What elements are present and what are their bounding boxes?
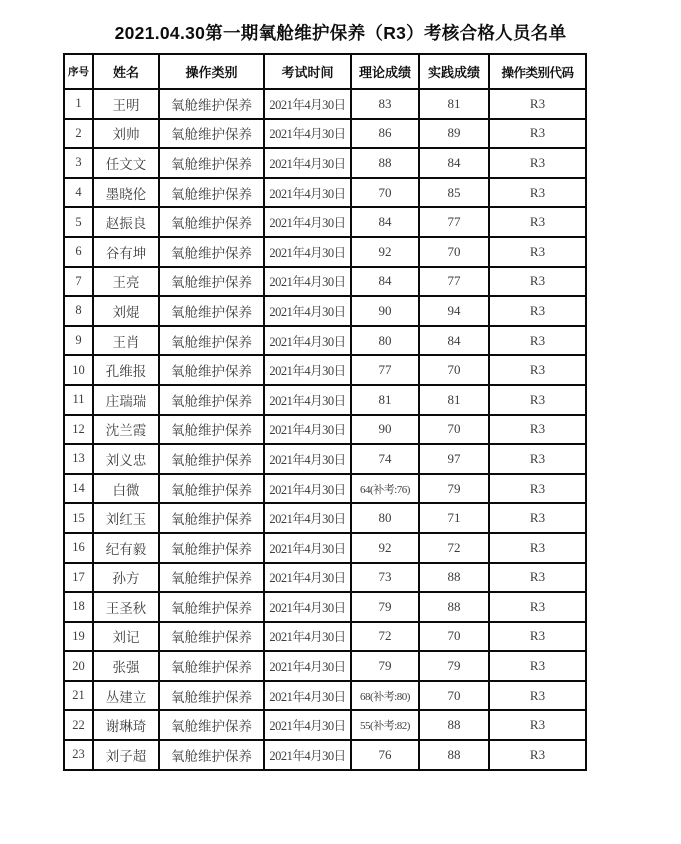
cell-theory-score: 84 — [351, 207, 419, 237]
cell-practice-score: 88 — [419, 740, 489, 770]
cell-category: 氧舱维护保养 — [159, 622, 264, 652]
cell-index: 5 — [64, 207, 93, 237]
cell-exam-date: 2021年4月30日 — [264, 267, 351, 297]
cell-exam-date: 2021年4月30日 — [264, 563, 351, 593]
cell-name: 张强 — [93, 651, 159, 681]
cell-category-code: R3 — [489, 563, 586, 593]
table-row — [64, 178, 586, 208]
cell-category: 氧舱维护保养 — [159, 651, 264, 681]
column-header-index: 序号 — [64, 54, 93, 89]
cell-category: 氧舱维护保养 — [159, 563, 264, 593]
header-row — [64, 54, 586, 89]
cell-index: 11 — [64, 385, 93, 415]
table-header — [64, 54, 586, 89]
cell-exam-date: 2021年4月30日 — [264, 148, 351, 178]
cell-theory-score: 68(补考:80) — [351, 681, 419, 711]
cell-category: 氧舱维护保养 — [159, 444, 264, 474]
cell-practice-score: 84 — [419, 148, 489, 178]
cell-category-code: R3 — [489, 444, 586, 474]
table-row — [64, 503, 586, 533]
cell-practice-score: 84 — [419, 326, 489, 356]
cell-exam-date: 2021年4月30日 — [264, 355, 351, 385]
table-row — [64, 740, 586, 770]
cell-theory-score: 88 — [351, 148, 419, 178]
cell-name: 王圣秋 — [93, 592, 159, 622]
cell-index: 19 — [64, 622, 93, 652]
cell-category-code: R3 — [489, 385, 586, 415]
cell-index: 15 — [64, 503, 93, 533]
cell-name: 孔维报 — [93, 355, 159, 385]
cell-index: 20 — [64, 651, 93, 681]
cell-exam-date: 2021年4月30日 — [264, 681, 351, 711]
cell-theory-score: 83 — [351, 89, 419, 119]
cell-category-code: R3 — [489, 355, 586, 385]
column-header-category-code: 操作类别代码 — [489, 54, 586, 89]
cell-theory-score: 64(补考:76) — [351, 474, 419, 504]
cell-practice-score: 71 — [419, 503, 489, 533]
table-row — [64, 681, 586, 711]
cell-practice-score: 70 — [419, 681, 489, 711]
cell-category: 氧舱维护保养 — [159, 296, 264, 326]
table-row — [64, 207, 586, 237]
cell-theory-score: 76 — [351, 740, 419, 770]
cell-category-code: R3 — [489, 119, 586, 149]
results-table — [63, 53, 587, 771]
table-row — [64, 148, 586, 178]
cell-exam-date: 2021年4月30日 — [264, 503, 351, 533]
table-row — [64, 415, 586, 445]
cell-exam-date: 2021年4月30日 — [264, 622, 351, 652]
cell-name: 刘记 — [93, 622, 159, 652]
cell-theory-score: 80 — [351, 326, 419, 356]
table-row — [64, 355, 586, 385]
cell-index: 2 — [64, 119, 93, 149]
table-body — [64, 89, 586, 770]
cell-index: 16 — [64, 533, 93, 563]
column-header-exam-date: 考试时间 — [264, 54, 351, 89]
cell-name: 谢琳琦 — [93, 710, 159, 740]
cell-index: 1 — [64, 89, 93, 119]
cell-name: 赵振良 — [93, 207, 159, 237]
cell-category: 氧舱维护保养 — [159, 148, 264, 178]
document-title: 2021.04.30第一期氧舱维护保养（R3）考核合格人员名单 — [114, 23, 567, 43]
cell-theory-score: 74 — [351, 444, 419, 474]
cell-practice-score: 79 — [419, 651, 489, 681]
cell-name: 刘焜 — [93, 296, 159, 326]
cell-exam-date: 2021年4月30日 — [264, 178, 351, 208]
column-header-theory-score: 理论成绩 — [351, 54, 419, 89]
cell-index: 8 — [64, 296, 93, 326]
cell-theory-score: 79 — [351, 592, 419, 622]
cell-theory-score: 55(补考:82) — [351, 710, 419, 740]
cell-category: 氧舱维护保养 — [159, 267, 264, 297]
cell-exam-date: 2021年4月30日 — [264, 474, 351, 504]
cell-name: 王明 — [93, 89, 159, 119]
cell-category: 氧舱维护保养 — [159, 385, 264, 415]
cell-name: 王亮 — [93, 267, 159, 297]
table-row — [64, 474, 586, 504]
cell-practice-score: 70 — [419, 237, 489, 267]
cell-exam-date: 2021年4月30日 — [264, 119, 351, 149]
cell-exam-date: 2021年4月30日 — [264, 296, 351, 326]
cell-category-code: R3 — [489, 503, 586, 533]
cell-category: 氧舱维护保养 — [159, 415, 264, 445]
cell-category: 氧舱维护保养 — [159, 474, 264, 504]
cell-name: 刘帅 — [93, 119, 159, 149]
cell-name: 纪有毅 — [93, 533, 159, 563]
column-header-category: 操作类别 — [159, 54, 264, 89]
cell-category: 氧舱维护保养 — [159, 503, 264, 533]
table-row — [64, 710, 586, 740]
cell-category-code: R3 — [489, 622, 586, 652]
cell-category-code: R3 — [489, 415, 586, 445]
cell-category-code: R3 — [489, 296, 586, 326]
cell-category-code: R3 — [489, 207, 586, 237]
cell-index: 21 — [64, 681, 93, 711]
cell-category: 氧舱维护保养 — [159, 533, 264, 563]
cell-theory-score: 80 — [351, 503, 419, 533]
cell-exam-date: 2021年4月30日 — [264, 444, 351, 474]
table-row — [64, 296, 586, 326]
cell-name: 刘义忠 — [93, 444, 159, 474]
table-row — [64, 385, 586, 415]
cell-index: 7 — [64, 267, 93, 297]
cell-exam-date: 2021年4月30日 — [264, 385, 351, 415]
cell-exam-date: 2021年4月30日 — [264, 740, 351, 770]
cell-name: 白微 — [93, 474, 159, 504]
cell-category-code: R3 — [489, 267, 586, 297]
cell-index: 18 — [64, 592, 93, 622]
cell-category: 氧舱维护保养 — [159, 740, 264, 770]
cell-practice-score: 70 — [419, 355, 489, 385]
cell-name: 孙方 — [93, 563, 159, 593]
table-row — [64, 119, 586, 149]
cell-category: 氧舱维护保养 — [159, 592, 264, 622]
cell-category: 氧舱维护保养 — [159, 326, 264, 356]
cell-practice-score: 94 — [419, 296, 489, 326]
cell-theory-score: 84 — [351, 267, 419, 297]
cell-exam-date: 2021年4月30日 — [264, 207, 351, 237]
table-row — [64, 326, 586, 356]
cell-name: 庄瑞瑞 — [93, 385, 159, 415]
cell-name: 墨晓伦 — [93, 178, 159, 208]
cell-category-code: R3 — [489, 474, 586, 504]
cell-practice-score: 72 — [419, 533, 489, 563]
table-row — [64, 592, 586, 622]
cell-category-code: R3 — [489, 740, 586, 770]
cell-index: 13 — [64, 444, 93, 474]
cell-category: 氧舱维护保养 — [159, 119, 264, 149]
cell-theory-score: 70 — [351, 178, 419, 208]
cell-index: 14 — [64, 474, 93, 504]
cell-theory-score: 90 — [351, 296, 419, 326]
cell-theory-score: 77 — [351, 355, 419, 385]
cell-practice-score: 70 — [419, 415, 489, 445]
cell-index: 9 — [64, 326, 93, 356]
cell-category-code: R3 — [489, 533, 586, 563]
cell-category: 氧舱维护保养 — [159, 681, 264, 711]
cell-practice-score: 79 — [419, 474, 489, 504]
cell-practice-score: 88 — [419, 563, 489, 593]
cell-theory-score: 92 — [351, 237, 419, 267]
cell-exam-date: 2021年4月30日 — [264, 533, 351, 563]
cell-index: 3 — [64, 148, 93, 178]
cell-theory-score: 90 — [351, 415, 419, 445]
table-row — [64, 237, 586, 267]
column-header-practice-score: 实践成绩 — [419, 54, 489, 89]
cell-name: 刘红玉 — [93, 503, 159, 533]
cell-practice-score: 85 — [419, 178, 489, 208]
table-row — [64, 563, 586, 593]
cell-category: 氧舱维护保养 — [159, 89, 264, 119]
cell-name: 刘子超 — [93, 740, 159, 770]
cell-index: 4 — [64, 178, 93, 208]
cell-exam-date: 2021年4月30日 — [264, 326, 351, 356]
cell-category: 氧舱维护保养 — [159, 237, 264, 267]
cell-exam-date: 2021年4月30日 — [264, 651, 351, 681]
cell-name: 王肖 — [93, 326, 159, 356]
table-row — [64, 267, 586, 297]
cell-index: 23 — [64, 740, 93, 770]
cell-category-code: R3 — [489, 178, 586, 208]
cell-category-code: R3 — [489, 681, 586, 711]
cell-name: 沈兰霞 — [93, 415, 159, 445]
cell-category-code: R3 — [489, 326, 586, 356]
cell-practice-score: 88 — [419, 710, 489, 740]
cell-category-code: R3 — [489, 89, 586, 119]
cell-theory-score: 92 — [351, 533, 419, 563]
cell-practice-score: 88 — [419, 592, 489, 622]
table-row — [64, 622, 586, 652]
cell-category-code: R3 — [489, 237, 586, 267]
cell-exam-date: 2021年4月30日 — [264, 89, 351, 119]
table-row — [64, 89, 586, 119]
cell-theory-score: 86 — [351, 119, 419, 149]
cell-exam-date: 2021年4月30日 — [264, 415, 351, 445]
cell-theory-score: 79 — [351, 651, 419, 681]
cell-name: 谷有坤 — [93, 237, 159, 267]
cell-theory-score: 73 — [351, 563, 419, 593]
cell-category: 氧舱维护保养 — [159, 710, 264, 740]
cell-index: 17 — [64, 563, 93, 593]
cell-index: 6 — [64, 237, 93, 267]
cell-category-code: R3 — [489, 148, 586, 178]
cell-index: 22 — [64, 710, 93, 740]
column-header-name: 姓名 — [93, 54, 159, 89]
table-row — [64, 651, 586, 681]
cell-category-code: R3 — [489, 651, 586, 681]
cell-exam-date: 2021年4月30日 — [264, 592, 351, 622]
cell-practice-score: 70 — [419, 622, 489, 652]
cell-exam-date: 2021年4月30日 — [264, 237, 351, 267]
cell-category-code: R3 — [489, 592, 586, 622]
cell-practice-score: 77 — [419, 267, 489, 297]
table-row — [64, 444, 586, 474]
cell-practice-score: 97 — [419, 444, 489, 474]
cell-category: 氧舱维护保养 — [159, 207, 264, 237]
cell-category: 氧舱维护保养 — [159, 178, 264, 208]
cell-practice-score: 89 — [419, 119, 489, 149]
cell-practice-score: 81 — [419, 385, 489, 415]
cell-name: 任文文 — [93, 148, 159, 178]
cell-exam-date: 2021年4月30日 — [264, 710, 351, 740]
cell-category-code: R3 — [489, 710, 586, 740]
cell-category: 氧舱维护保养 — [159, 355, 264, 385]
cell-index: 10 — [64, 355, 93, 385]
cell-practice-score: 81 — [419, 89, 489, 119]
cell-theory-score: 81 — [351, 385, 419, 415]
cell-name: 丛建立 — [93, 681, 159, 711]
cell-practice-score: 77 — [419, 207, 489, 237]
cell-theory-score: 72 — [351, 622, 419, 652]
cell-index: 12 — [64, 415, 93, 445]
table-row — [64, 533, 586, 563]
